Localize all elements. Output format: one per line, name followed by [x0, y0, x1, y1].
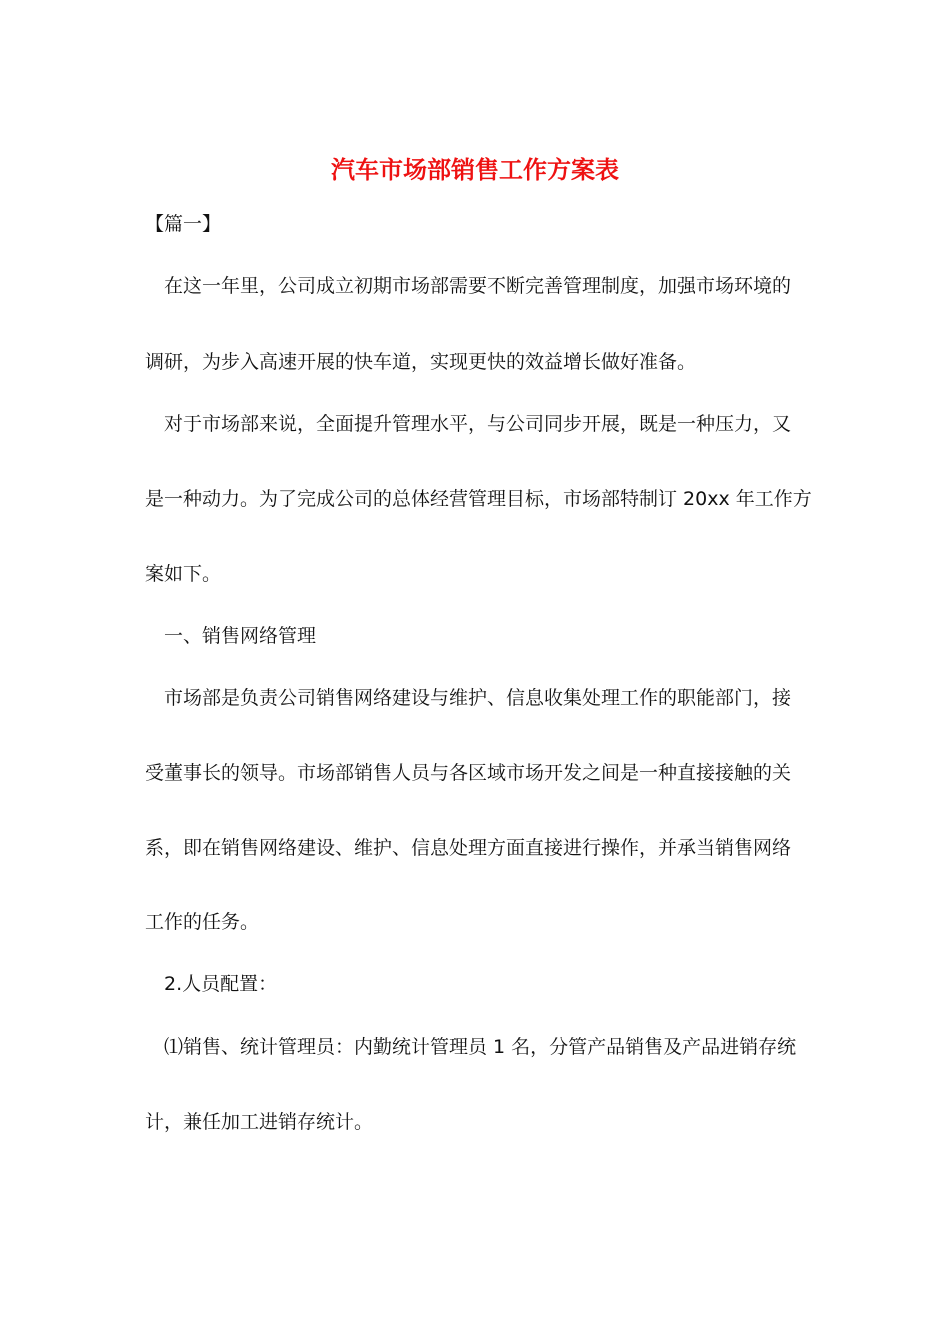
document-title: 汽车市场部销售工作方案表: [331, 155, 619, 184]
subsection-heading: 2.人员配置：: [164, 973, 278, 995]
paragraph-line: 系，即在销售网络建设、维护、信息处理方面直接进行操作，并承当销售网络: [145, 837, 792, 859]
paragraph-line: 受董事长的领导。市场部销售人员与各区域市场开发之间是一种直接接触的关: [145, 762, 792, 784]
paragraph-line: 是一种动力。为了完成公司的总体经营管理目标，市场部特制订 20xx 年工作方: [145, 488, 812, 510]
paragraph-line: 工作的任务。: [145, 911, 260, 933]
paragraph-line: 调研，为步入高速开展的快车道，实现更快的效益增长做好准备。: [145, 351, 697, 373]
paragraph-line: 对于市场部来说，全面提升管理水平，与公司同步开展，既是一种压力，又: [164, 413, 792, 435]
paragraph-line: 市场部是负责公司销售网络建设与维护、信息收集处理工作的职能部门，接: [164, 687, 792, 709]
section-heading: 一、销售网络管理: [164, 625, 317, 647]
paragraph-line: 在这一年里，公司成立初期市场部需要不断完善管理制度，加强市场环境的: [164, 275, 792, 297]
section-label: 【篇一】: [145, 213, 222, 235]
paragraph-line: 计，兼任加工进销存统计。: [145, 1111, 374, 1133]
paragraph-line: ⑴销售、统计管理员：内勤统计管理员 1 名，分管产品销售及产品进销存统: [164, 1036, 797, 1058]
paragraph-line: 案如下。: [145, 563, 222, 585]
